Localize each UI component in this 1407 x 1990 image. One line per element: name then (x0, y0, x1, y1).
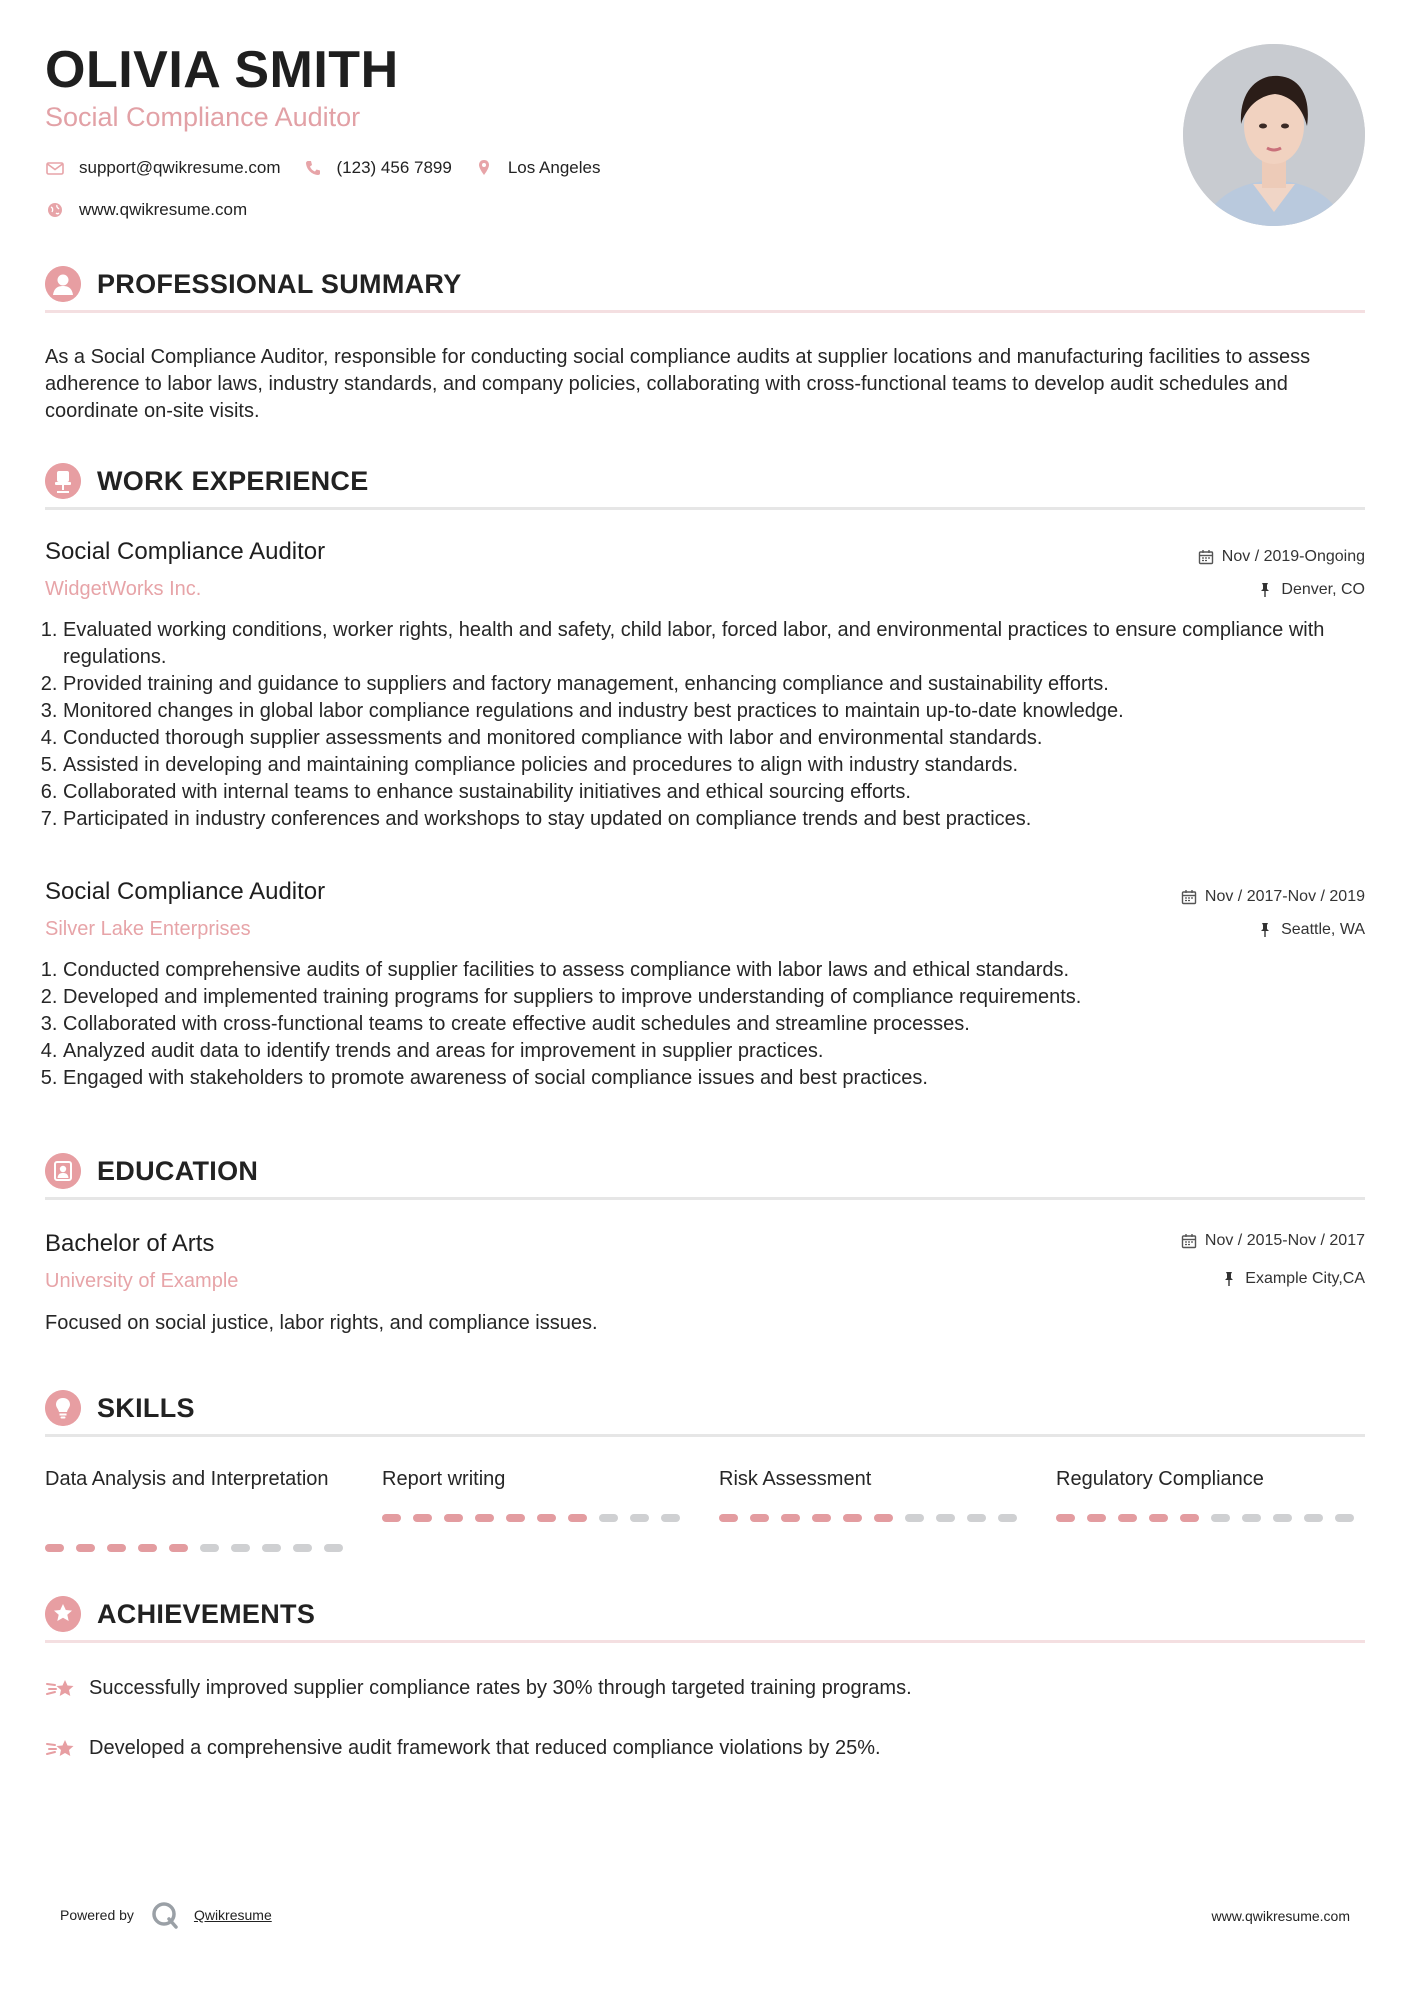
duty-item: 4. Analyzed audit data to identify trends and areas for improvement in supplier practices. (63, 1038, 1383, 1065)
education-dates (1181, 1232, 1365, 1250)
job-1-dates-text: Nov / 2019-Ongoing (1221, 548, 1365, 565)
calendar-icon (1181, 1233, 1197, 1249)
education-description: Focused on social justice, labor rights, and compliance issues. (45, 1312, 598, 1334)
skill-dot-empty (661, 1514, 680, 1522)
education-location (1221, 1270, 1365, 1288)
skill-dot-empty (905, 1514, 924, 1522)
calendar-icon (1181, 889, 1197, 905)
job-2-dates (1181, 888, 1365, 906)
skill-item (382, 1466, 682, 1493)
education-degree: Bachelor of Arts (45, 1230, 215, 1257)
summary-text: As a Social Compliance Auditor, responsible for conducting social compliance audits at supplier locations and manufacturing facilities to assess adherence to labor laws, industry standards, and company policies, collaborating with cross-functional teams to develop audit schedules and coordinate on-site visits. (45, 346, 1311, 422)
job-2-location-text: Seattle, WA (1281, 921, 1365, 938)
skill-dot-filled (1180, 1514, 1199, 1522)
skill-dot-filled (475, 1514, 494, 1522)
candidate-name: OLIVIA SMITH (45, 41, 399, 99)
skill-dot-filled (1118, 1514, 1137, 1522)
lightbulb-icon (45, 1390, 81, 1426)
skill-dot-empty (936, 1514, 955, 1522)
skill-dot-filled (874, 1514, 893, 1522)
achievement-item (45, 1675, 912, 1701)
achievement-text: Successfully improved supplier compliance rates by 30% through targeted training programs. (89, 1676, 912, 1699)
footer-website[interactable]: www.qwikresume.com (1211, 1908, 1350, 1924)
skill-dot-filled (750, 1514, 769, 1522)
skill-dot-empty (200, 1544, 219, 1552)
job-2-company: Silver Lake Enterprises (45, 918, 251, 940)
skill-dot-empty (599, 1514, 618, 1522)
pushpin-icon (1257, 922, 1273, 938)
duty-item: 5. Engaged with stakeholders to promote awareness of social compliance issues and best practices. (63, 1065, 1383, 1092)
education-location-text: Example City,CA (1245, 1270, 1365, 1287)
profile-photo (1183, 44, 1365, 226)
skill-dot-empty (1211, 1514, 1230, 1522)
skill-name: Report writing (382, 1468, 506, 1490)
user-icon (45, 266, 81, 302)
qwikresume-logo-icon (150, 1900, 180, 1930)
summary-heading: PROFESSIONAL SUMMARY (97, 269, 462, 299)
skill-dot-empty (1273, 1514, 1292, 1522)
contact-email[interactable] (45, 158, 281, 178)
duty-item: 2. Developed and implemented training programs for suppliers to improve understanding of compliance requirements. (63, 984, 1383, 1011)
skill-dot-filled (537, 1514, 556, 1522)
skill-dot-filled (812, 1514, 831, 1522)
summary-section-header (45, 266, 1365, 313)
skill-dot-filled (568, 1514, 587, 1522)
skill-dot-filled (45, 1544, 64, 1552)
location-pin-icon (474, 158, 494, 178)
skill-rating (1056, 1514, 1366, 1522)
skill-dot-empty (1304, 1514, 1323, 1522)
phone-icon (303, 158, 323, 178)
email-icon (45, 158, 65, 178)
duty-item: 7. Participated in industry conferences and workshops to stay updated on compliance trends and best practices. (63, 806, 1383, 833)
skills-heading: SKILLS (97, 1393, 195, 1423)
duty-item: 3. Collaborated with cross-functional teams to create effective audit schedules and streamline processes. (63, 1011, 1383, 1038)
office-chair-icon (45, 463, 81, 499)
skill-dot-filled (1087, 1514, 1106, 1522)
skill-item (1056, 1466, 1356, 1493)
resume-page (45, 0, 1365, 1990)
skill-dot-filled (843, 1514, 862, 1522)
achievement-text: Developed a comprehensive audit framework that reduced compliance violations by 25%. (89, 1736, 881, 1759)
skills-section-header (45, 1390, 1365, 1437)
skill-dot-filled (138, 1544, 157, 1552)
job-2-location (1257, 921, 1365, 939)
contact-location (474, 158, 601, 178)
duty-item: 3. Monitored changes in global labor compliance regulations and industry best practices to maintain up-to-date knowledge. (63, 698, 1383, 725)
skill-dot-filled (444, 1514, 463, 1522)
skill-dot-filled (107, 1544, 126, 1552)
phone-text: (123) 456 7899 (336, 158, 452, 177)
skill-dot-empty (262, 1544, 281, 1552)
contact-row-secondary (45, 200, 269, 220)
skill-name: Data Analysis and Interpretation (45, 1468, 329, 1490)
skill-dot-filled (1056, 1514, 1075, 1522)
experience-section-header (45, 463, 1365, 510)
contact-row-primary (45, 158, 622, 178)
calendar-icon (1198, 549, 1214, 565)
skill-dot-filled (413, 1514, 432, 1522)
duty-item: 1. Evaluated working conditions, worker rights, health and safety, child labor, forced labor, and environmental practices to ensure compliance with regulations. (63, 617, 1383, 671)
skill-dot-empty (293, 1544, 312, 1552)
location-text: Los Angeles (507, 158, 601, 177)
achievements-heading: ACHIEVEMENTS (97, 1599, 316, 1629)
skill-item (45, 1466, 345, 1493)
skill-rating (45, 1544, 355, 1552)
job-1-duties (45, 617, 1383, 833)
email-text: support@qwikresume.com (79, 158, 281, 177)
job-1-location-text: Denver, CO (1281, 581, 1365, 598)
experience-heading: WORK EXPERIENCE (97, 466, 369, 496)
shooting-star-icon (45, 1735, 77, 1761)
skill-dot-empty (967, 1514, 986, 1522)
skill-dot-empty (630, 1514, 649, 1522)
footer-powered-by (60, 1900, 272, 1930)
job-1-location (1257, 581, 1365, 599)
skill-dot-filled (781, 1514, 800, 1522)
education-section-header (45, 1153, 1365, 1200)
skill-dot-empty (1242, 1514, 1261, 1522)
pushpin-icon (1257, 582, 1273, 598)
duty-item: 6. Collaborated with internal teams to enhance sustainability initiatives and ethical sourcing efforts. (63, 779, 1383, 806)
contact-website[interactable] (45, 200, 247, 220)
skill-dot-empty (1335, 1514, 1354, 1522)
skill-name: Risk Assessment (719, 1468, 872, 1490)
skill-item (719, 1466, 1019, 1493)
duty-item: 4. Conducted thorough supplier assessments and monitored compliance with labor and environmental standards. (63, 725, 1383, 752)
education-school: University of Example (45, 1270, 239, 1292)
education-dates-text: Nov / 2015-Nov / 2017 (1204, 1232, 1365, 1249)
skill-rating (382, 1514, 692, 1522)
skill-dot-filled (506, 1514, 525, 1522)
duty-item: 1. Conducted comprehensive audits of supplier facilities to assess compliance with labor laws and ethical standards. (63, 957, 1383, 984)
achievements-section-header (45, 1596, 1365, 1643)
skill-dot-filled (719, 1514, 738, 1522)
education-heading: EDUCATION (97, 1156, 259, 1186)
candidate-title: Social Compliance Auditor (45, 102, 361, 132)
duty-item: 2. Provided training and guidance to suppliers and factory management, enhancing compliance and sustainability efforts. (63, 671, 1383, 698)
skill-dot-empty (998, 1514, 1017, 1522)
skill-dot-filled (169, 1544, 188, 1552)
achievement-item (45, 1735, 881, 1761)
job-2-title: Social Compliance Auditor (45, 878, 326, 905)
contact-phone[interactable] (303, 158, 452, 178)
skill-name: Regulatory Compliance (1056, 1468, 1264, 1490)
job-1-company: WidgetWorks Inc. (45, 578, 202, 600)
website-text: www.qwikresume.com (79, 200, 248, 219)
job-1-dates (1198, 548, 1365, 566)
job-1-title: Social Compliance Auditor (45, 538, 326, 565)
skill-dot-filled (1149, 1514, 1168, 1522)
award-star-icon (45, 1596, 81, 1632)
skill-dot-empty (231, 1544, 250, 1552)
job-2-duties (45, 957, 1383, 1092)
skill-dot-empty (324, 1544, 343, 1552)
duty-item: 5. Assisted in developing and maintaining compliance policies and procedures to align with industry standards. (63, 752, 1383, 779)
shooting-star-icon (45, 1675, 77, 1701)
qwikresume-link[interactable]: Qwikresume (193, 1907, 272, 1923)
skill-dot-filled (76, 1544, 95, 1552)
skill-rating (719, 1514, 1029, 1522)
globe-icon (45, 200, 65, 220)
graduate-icon (45, 1153, 81, 1189)
pushpin-icon (1221, 1271, 1237, 1287)
profile-photo-illustration (1183, 44, 1365, 226)
skill-dot-filled (382, 1514, 401, 1522)
job-2-dates-text: Nov / 2017-Nov / 2019 (1204, 888, 1365, 905)
powered-by-label: Powered by (60, 1907, 134, 1923)
